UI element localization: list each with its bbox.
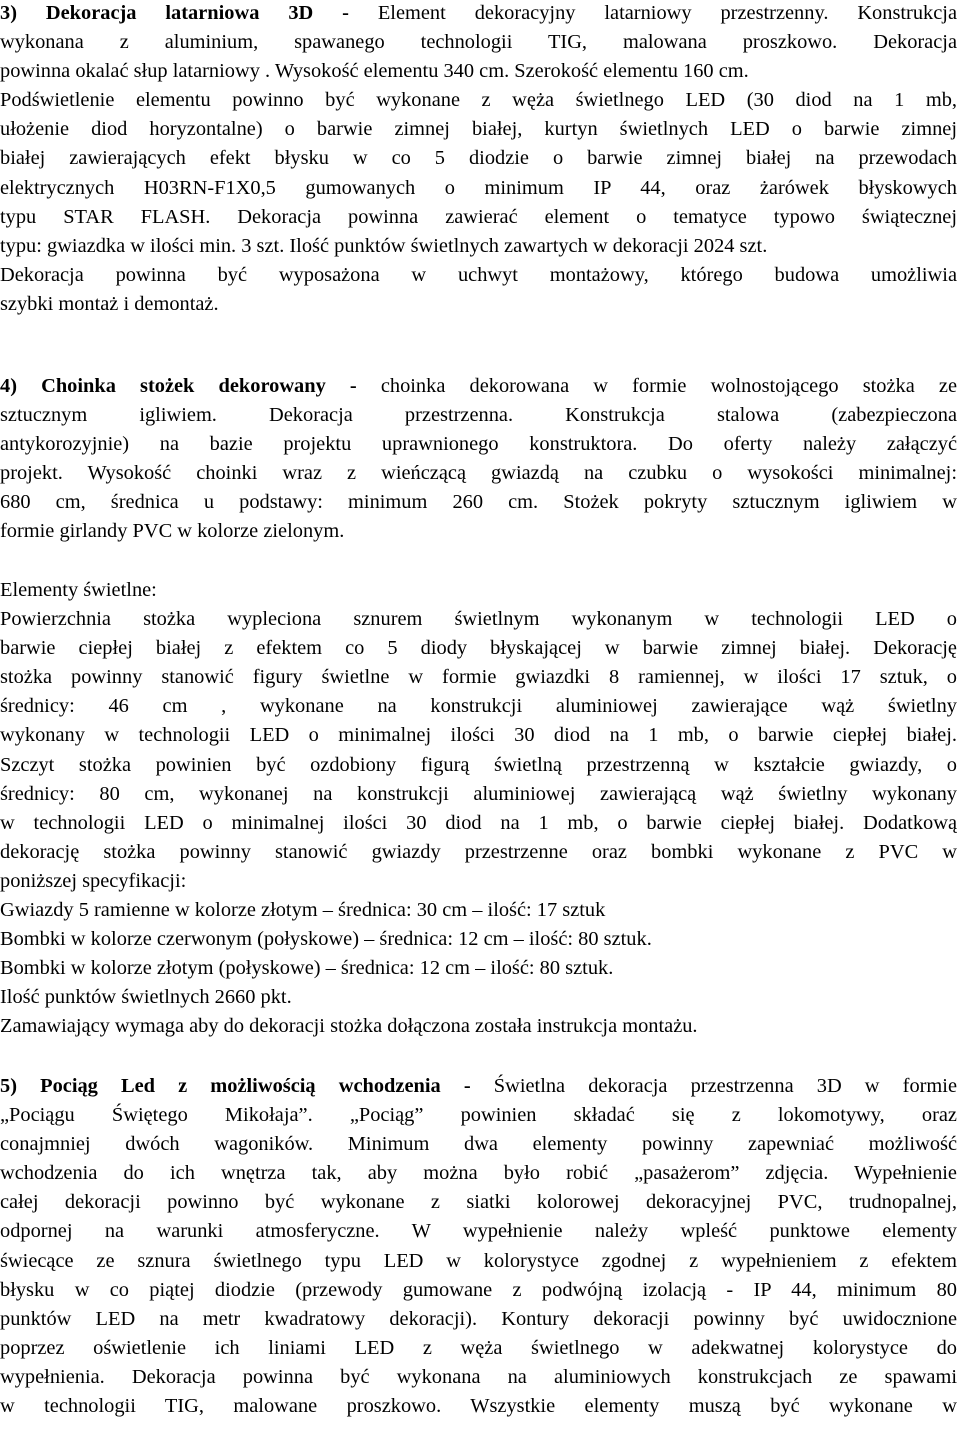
section-3-line-10: Dekoracja powinna być wyposażona w uchwyt montażowy, którego budowa umożliwia <box>0 263 957 286</box>
lights-line-10: poniższej specyfikacji: <box>0 869 187 892</box>
section-3-line-2: wykonana z aluminium, spawanego technologii TIG, malowana proszkowo. Dekoracja <box>0 31 957 54</box>
lights-line-8: w technologii LED o minimalnej ilości 30 diod na 1 mb, o barwie ciepłej białej. Dodatkową <box>0 811 957 834</box>
section-5-line-6: odpornej na warunki atmosferyczne. W wypełnienie należy wpleść punktowe elementy <box>0 1220 957 1243</box>
lights-section <box>0 576 957 1042</box>
section-3-line-1: 3) Dekoracja latarniowa 3D - Element dekoracyjny latarniowy przestrzenny. Konstrukcja <box>0 2 957 24</box>
lights-line-9: dekorację stożka powinny stanowić gwiazdy przestrzenne oraz bombki wykonane z PVC w <box>0 840 957 863</box>
section-4-heading: 4) Choinka stożek dekorowany - <box>0 375 357 397</box>
lights-line-5: wykonany w technologii LED o minimalnej ilości 30 diod na 1 mb, o barwie ciepłej białej. <box>0 724 957 747</box>
spec-line-2: Bombki w kolorze czerwonym (połyskowe) – średnica: 12 cm – ilość: 80 sztuk. <box>0 928 652 951</box>
section-4-line-6: formie girlandy PVC w kolorze zielonym. <box>0 520 345 543</box>
section-5-line-1: 5) Pociąg Led z możliwością wchodzenia - Świetlna dekoracja przestrzenna 3D w formie <box>0 1075 957 1097</box>
section-3-line-9: typu: gwiazdka w ilości min. 3 szt. Ilość punktów świetlnych zawartych w dekoracji 2024 szt. <box>0 234 768 257</box>
lights-line-3: stożka powinny stanowić figury świetlne w formie gwiazdki 8 ramiennej, w ilości 17 sztuk, o <box>0 666 957 689</box>
section-3-line-3: powinna okalać słup latarniowy . Wysokość elementu 340 cm. Szerokość elementu 160 cm. <box>0 60 749 83</box>
lights-line-7: średnicy: 80 cm, wykonanej na konstrukcji aluminiowej zawierającą wąż świetlny wykonany <box>0 782 957 805</box>
spec-line-4: Ilość punktów świetlnych 2660 pkt. <box>0 986 292 1009</box>
section-4-line-1: 4) Choinka stożek dekorowany - choinka dekorowana w formie wolnostojącego stożka ze <box>0 375 957 397</box>
section-5-line-3: conajmniej dwóch wagoników. Minimum dwa elementy powinny zapewniać możliwość <box>0 1133 957 1156</box>
section-3-line-6: białej zawierających efekt błysku w co 5 diodzie o barwie zimnej białej na przewodach <box>0 147 957 170</box>
section-3-line-7: elektrycznych H03RN-F1X0,5 gumowanych o minimum IP 44, oraz żarówek błyskowych <box>0 176 957 199</box>
section-5 <box>0 1072 957 1421</box>
section-5-line-11: wypełnienia. Dekoracja powinna być wykonana na aluminiowych konstrukcjach ze spawami <box>0 1365 957 1388</box>
section-4-line-3: antykorozyjnie) na bazie projektu uprawnionego konstruktora. Do oferty należy załączyć <box>0 433 957 456</box>
spec-line-5: Zamawiający wymaga aby do dekoracji stożka dołączona została instrukcja montażu. <box>0 1015 698 1038</box>
section-5-line-4: wchodzenia do ich wnętrza tak, aby można było robić „pasażerom” zdjęcia. Wypełnienie <box>0 1162 957 1185</box>
section-3-line-11: szybki montaż i demontaż. <box>0 292 219 315</box>
spec-line-3: Bombki w kolorze złotym (połyskowe) – średnica: 12 cm – ilość: 80 sztuk. <box>0 957 614 980</box>
section-4-line-4: projekt. Wysokość choinki wraz z wieńczącą gwiazdą na czubku o wysokości minimalnej: <box>0 462 957 485</box>
section-5-line-9: punktów LED na metr kwadratowy dekoracji). Kontury dekoracji powinny być uwidocznione <box>0 1307 957 1330</box>
lights-title: Elementy świetlne: <box>0 579 157 601</box>
section-4-line-5: 680 cm, średnica u podstawy: minimum 260 cm. Stożek pokryty sztucznym igliwiem w <box>0 491 957 514</box>
section-3-line-4: Podświetlenie elementu powinno być wykonane z węża świetlnego LED (30 diod na 1 mb, <box>0 89 957 112</box>
section-3-heading: 3) Dekoracja latarniowa 3D - <box>0 2 349 24</box>
section-5-line-5: całej dekoracji powinno być wykonane z siatki kolorowej dekoracyjnej PVC, trudnopalnej, <box>0 1191 957 1214</box>
lights-line-2: barwie ciepłej białej z efektem co 5 diody błyskającej w barwie zimnej białej. Dekorację <box>0 637 957 660</box>
section-5-line-8: błysku w co piątej diodzie (przewody gumowane z podwójną izolacją - IP 44, minimum 80 <box>0 1278 957 1301</box>
section-4 <box>0 372 957 547</box>
section-5-line-7: świecące ze sznura świetlnego typu LED w kolorystyce zgodnej z wypełnieniem z efektem <box>0 1249 957 1272</box>
spec-line-1: Gwiazdy 5 ramienne w kolorze złotym – średnica: 30 cm – ilość: 17 sztuk <box>0 899 606 922</box>
section-5-line-10: poprzez oświetlenie ich liniami LED z węża świetlnego w adekwatnej kolorystyce do <box>0 1336 957 1359</box>
lights-line-4: średnicy: 46 cm , wykonane na konstrukcji aluminiowej zawierające wąż świetlny <box>0 695 957 718</box>
section-4-line-2: sztucznym igliwiem. Dekoracja przestrzenna. Konstrukcja stalowa (zabezpieczona <box>0 404 957 427</box>
section-3-line-5: ułożenie diod horyzontalne) o barwie zimnej białej, kurtyn świetlnych LED o barwie zimnej <box>0 118 957 141</box>
section-3 <box>0 0 957 319</box>
section-5-line-2: „Pociągu Świętego Mikołaja”. „Pociąg” powinien składać się z lokomotywy, oraz <box>0 1104 957 1127</box>
section-3-line-8: typu STAR FLASH. Dekoracja powinna zawierać element o tematyce typowo świątecznej <box>0 205 957 228</box>
section-5-line-12: w technologii TIG, malowane proszkowo. Wszystkie elementy muszą być wykonane w <box>0 1395 957 1418</box>
lights-line-1: Powierzchnia stożka wypleciona sznurem świetlnym wykonanym w technologii LED o <box>0 608 957 631</box>
lights-line-6: Szczyt stożka powinien być ozdobiony figurą świetlną przestrzenną w kształcie gwiazdy, o <box>0 753 957 776</box>
section-5-heading: 5) Pociąg Led z możliwością wchodzenia - <box>0 1075 471 1097</box>
